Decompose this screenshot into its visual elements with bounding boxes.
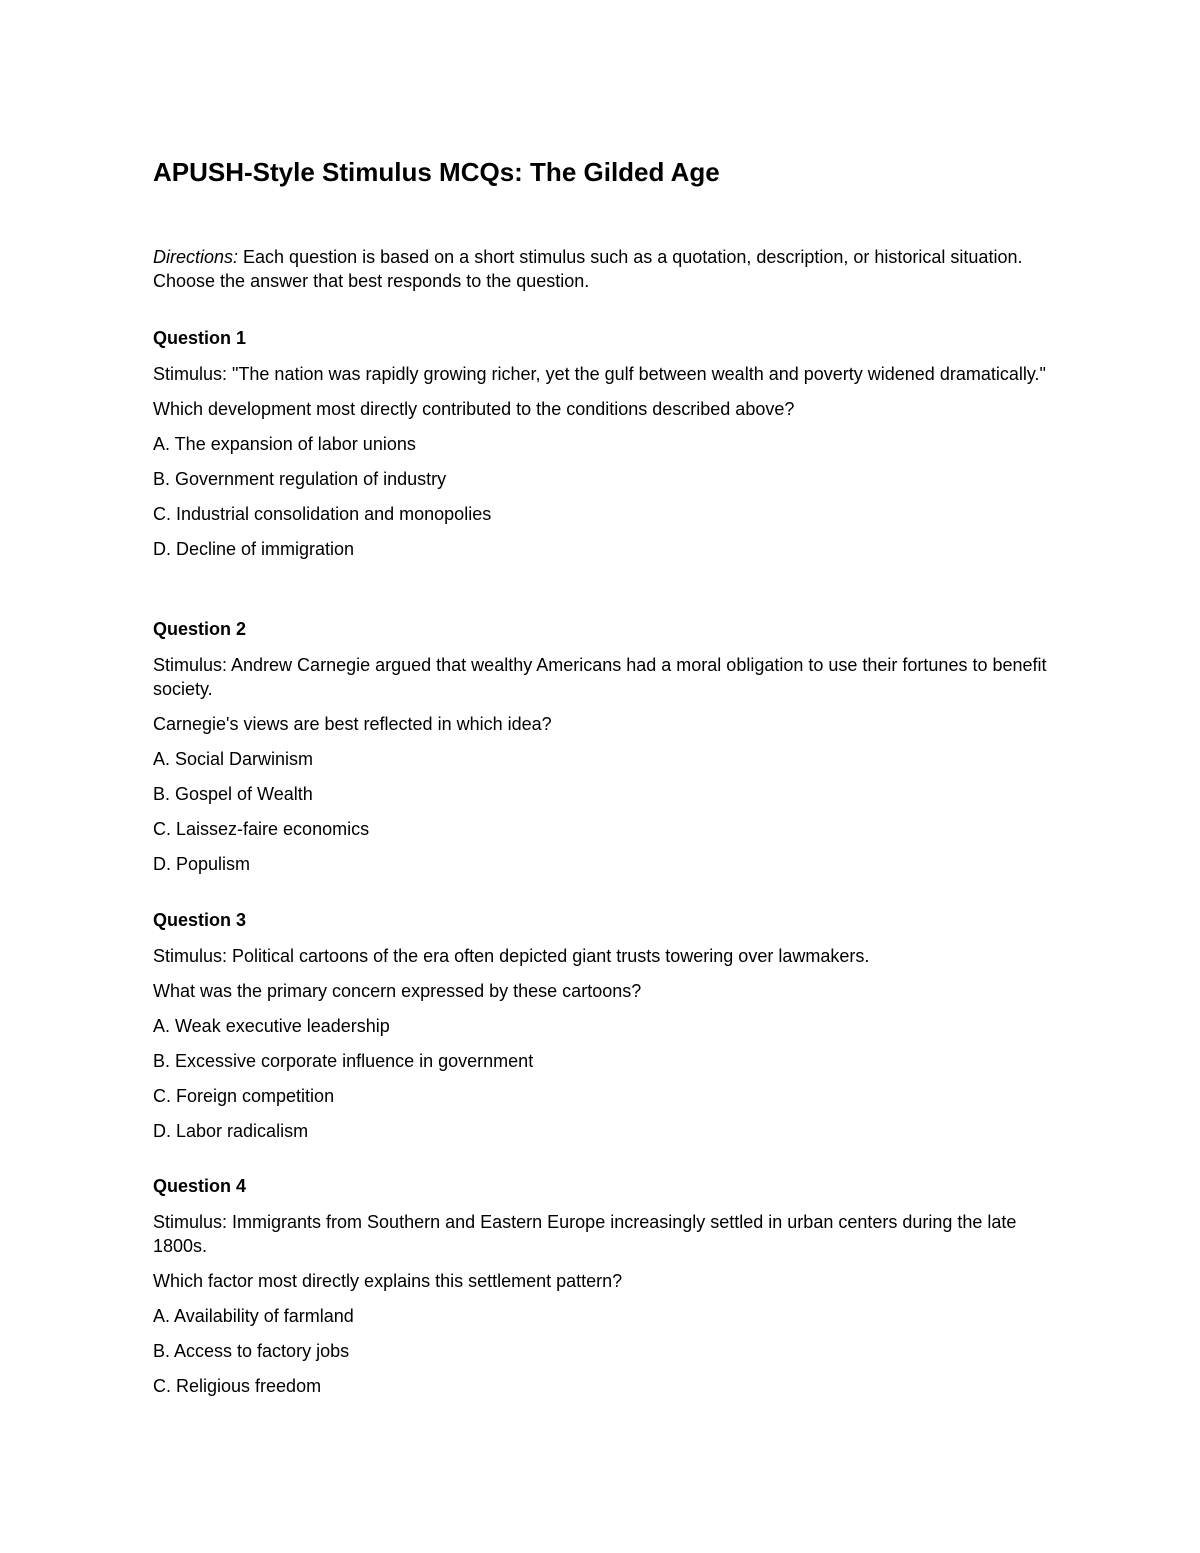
answer-option-b: B. Excessive corporate influence in government [153, 1051, 534, 1071]
question-prompt: Which factor most directly explains this settlement pattern? [153, 1271, 623, 1291]
answer-option-d: D. Labor radicalism [153, 1121, 309, 1141]
answer-option-a: A. Social Darwinism [153, 749, 314, 769]
answer-option-d: D. Decline of immigration [153, 539, 355, 559]
answer-option-b: B. Government regulation of industry [153, 469, 447, 489]
question-prompt: Carnegie's views are best reflected in which idea? [153, 714, 552, 734]
answer-options [153, 1014, 1063, 1143]
directions-text: Each question is based on a short stimulus such as a quotation, description, or historical situation. Choose the answer that best responds to the question. [153, 247, 1023, 291]
question-heading: Question 4 [153, 1176, 247, 1196]
directions-label: Directions: [153, 247, 239, 267]
question-stimulus: Stimulus: Andrew Carnegie argued that wealthy Americans had a moral obligation to use their fortunes to benefit society. [153, 655, 1047, 699]
answer-option-d: D. Populism [153, 854, 251, 874]
question-stimulus: Stimulus: Immigrants from Southern and Eastern Europe increasingly settled in urban centers during the late 1800s. [153, 1212, 1017, 1256]
answer-option-c: C. Foreign competition [153, 1086, 335, 1106]
question-heading: Question 2 [153, 619, 247, 639]
document-title: APUSH-Style Stimulus MCQs: The Gilded Age [153, 157, 720, 187]
answer-option-b: B. Gospel of Wealth [153, 784, 313, 804]
question-block-2 [153, 617, 1063, 876]
answer-options [153, 747, 1063, 876]
question-prompt: What was the primary concern expressed by these cartoons? [153, 981, 642, 1001]
answer-options [153, 432, 1063, 561]
answer-option-a: A. The expansion of labor unions [153, 434, 416, 454]
question-block-4 [153, 1174, 1063, 1398]
answer-option-c: C. Industrial consolidation and monopolies [153, 504, 492, 524]
question-heading: Question 3 [153, 910, 247, 930]
directions-paragraph [153, 245, 1053, 293]
answer-option-a: A. Availability of farmland [153, 1306, 354, 1326]
question-heading: Question 1 [153, 328, 247, 348]
question-prompt: Which development most directly contributed to the conditions described above? [153, 399, 795, 419]
answer-option-b: B. Access to factory jobs [153, 1341, 350, 1361]
question-stimulus: Stimulus: "The nation was rapidly growing richer, yet the gulf between wealth and poverty widened dramatically." [153, 364, 1046, 384]
question-block-1 [153, 326, 1063, 561]
answer-option-c: C. Religious freedom [153, 1376, 322, 1396]
answer-options [153, 1304, 1063, 1398]
question-stimulus: Stimulus: Political cartoons of the era often depicted giant trusts towering over lawmakers. [153, 946, 870, 966]
answer-option-a: A. Weak executive leadership [153, 1016, 390, 1036]
answer-option-c: C. Laissez-faire economics [153, 819, 370, 839]
question-block-3 [153, 908, 1063, 1143]
